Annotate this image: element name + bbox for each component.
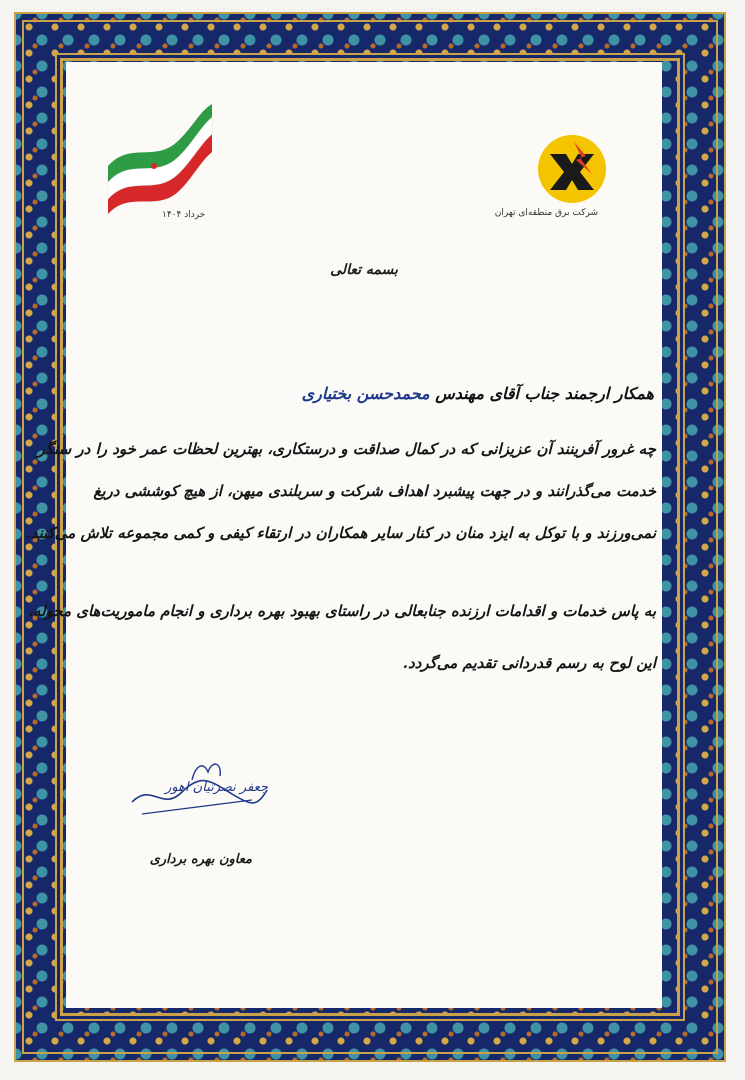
body-line-1: چه غرور آفرینند آن عزیزانی که در کمال صداقت و درستکاری، بهترین لحظات عمر خود را در سنگر [37,440,656,458]
signer-title: معاون بهره برداری [149,852,252,867]
heading-basmala: بسمه تعالی [330,262,398,278]
body-line-2: خدمت می‌گذرانند و در جهت پیشبرد اهداف شرکت و سربلندی میهن، از هیچ کوششی دریغ [93,482,656,500]
iran-flag-icon [100,104,220,214]
certificate-body [25,62,662,1008]
company-name: شرکت برق منطقه‌ای تهران [494,208,598,218]
addressee-name: محمدحسن بختیاری [301,384,430,403]
body-line-3: نمی‌ورزند و با توکل به ایزد منان در کنار سایر همکاران در ارتقاء کیفی و کمی مجموعه تلاش می‌کنند. [25,524,656,542]
body-line-4: به پاس خدمات و اقدامات ارزنده جنابعالی در راستای بهبود بهره برداری و انجام ماموریت‌های محوله، [28,602,656,620]
addressee-prefix: همکار ارجمند جناب آقای مهندس [429,384,654,403]
company-logo-icon [536,134,608,204]
addressee [94,384,654,403]
signer-name: جعفر نصرتیان اهور [165,780,268,795]
body-line-5: این لوح به رسم قدردانی تقدیم می‌گردد. [402,654,656,672]
issue-date: خرداد ۱۴۰۴ [162,210,206,220]
